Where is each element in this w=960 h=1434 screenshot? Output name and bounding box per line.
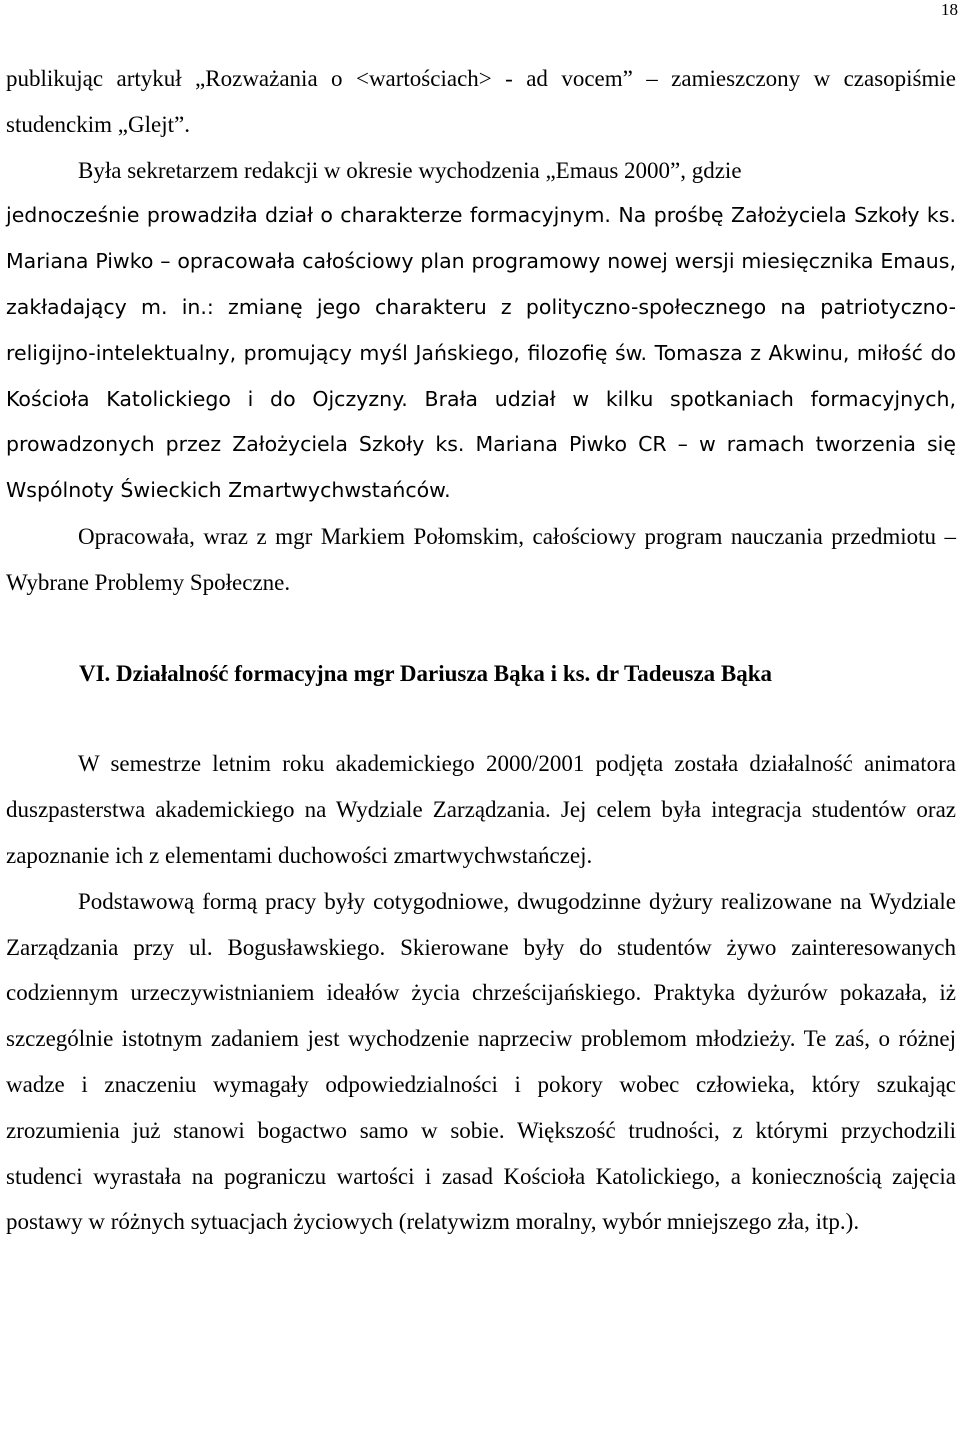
paragraph: publikując artykuł „Rozważania o <wartościach> - ad vocem” – zamieszczony w czasopiśmie studenckim „Glejt”. xyxy=(6,66,956,137)
page-number: 18 xyxy=(941,0,958,19)
paragraph: Podstawową formą pracy były cotygodniowe, dwugodzinne dyżury realizowane na Wydziale Zarządzania przy ul. Bogusławskiego. Skierowane były do studentów żywo zainteresowanych codziennym urzeczywistnianiem ideałów życia chrześcijańskiego. Praktyka dyżurów pokazała, iż szczególnie istotnym zadaniem jest wychodzenie naprzeciw problemom młodzieży. Te zaś, o różnej wadze i znaczeniu wymagały odpowiedzialności i pokory wobec człowieka, który szukając zrozumienia już stanowi bogactwo samo w sobie. Większość trudności, z którymi przychodzili studenci wyrastała na pograniczu wartości i zasad Kościoła Katolickiego, a koniecznością zajęcia postawy w różnych sytuacjach życiowych (relatywizm moralny, wybór mniejszego zła, itp.). xyxy=(6,888,956,1235)
document-body xyxy=(6,56,956,1245)
section-heading: VI. Działalność formacyjna mgr Dariusza Bąka i ks. dr Tadeusza Bąka xyxy=(79,660,773,686)
paragraph: Opracowała, wraz z mgr Markiem Połomskim, całościowy program nauczania przedmiotu – Wybrane Problemy Społeczne. xyxy=(6,523,956,595)
paragraph: W semestrze letnim roku akademickiego 2000/2001 podjęta została działalność animatora duszpasterstwa akademickiego na Wydziale Zarządzania. Jej celem była integracja studentów oraz zapoznanie ich z elementami duchowości zmartwychwstańczej. xyxy=(6,751,956,868)
paragraph: Była sekretarzem redakcji w okresie wychodzenia „Emaus 2000”, gdzie xyxy=(78,157,742,183)
paragraph: jednocześnie prowadziła dział o charakterze formacyjnym. Na prośbę Założyciela Szkoły ks. Mariana Piwko – opracowała całościowy plan programowy nowej wersji miesięcznika Emaus, zakładający m. in.: zmianę jego charakteru z polityczno-społecznego na patriotyczno-religijno-intelektualny, promujący myśl Jańskiego, filozofię św. Tomasza z Akwinu, miłość do Kościoła Katolickiego i do Ojczyzny. Brała udział w kilku spotkaniach formacyjnych, prowadzonych przez Założyciela Szkoły ks. Mariana Piwko CR – w ramach tworzenia się Wspólnoty Świeckich Zmartwychwstańców. xyxy=(6,203,956,503)
